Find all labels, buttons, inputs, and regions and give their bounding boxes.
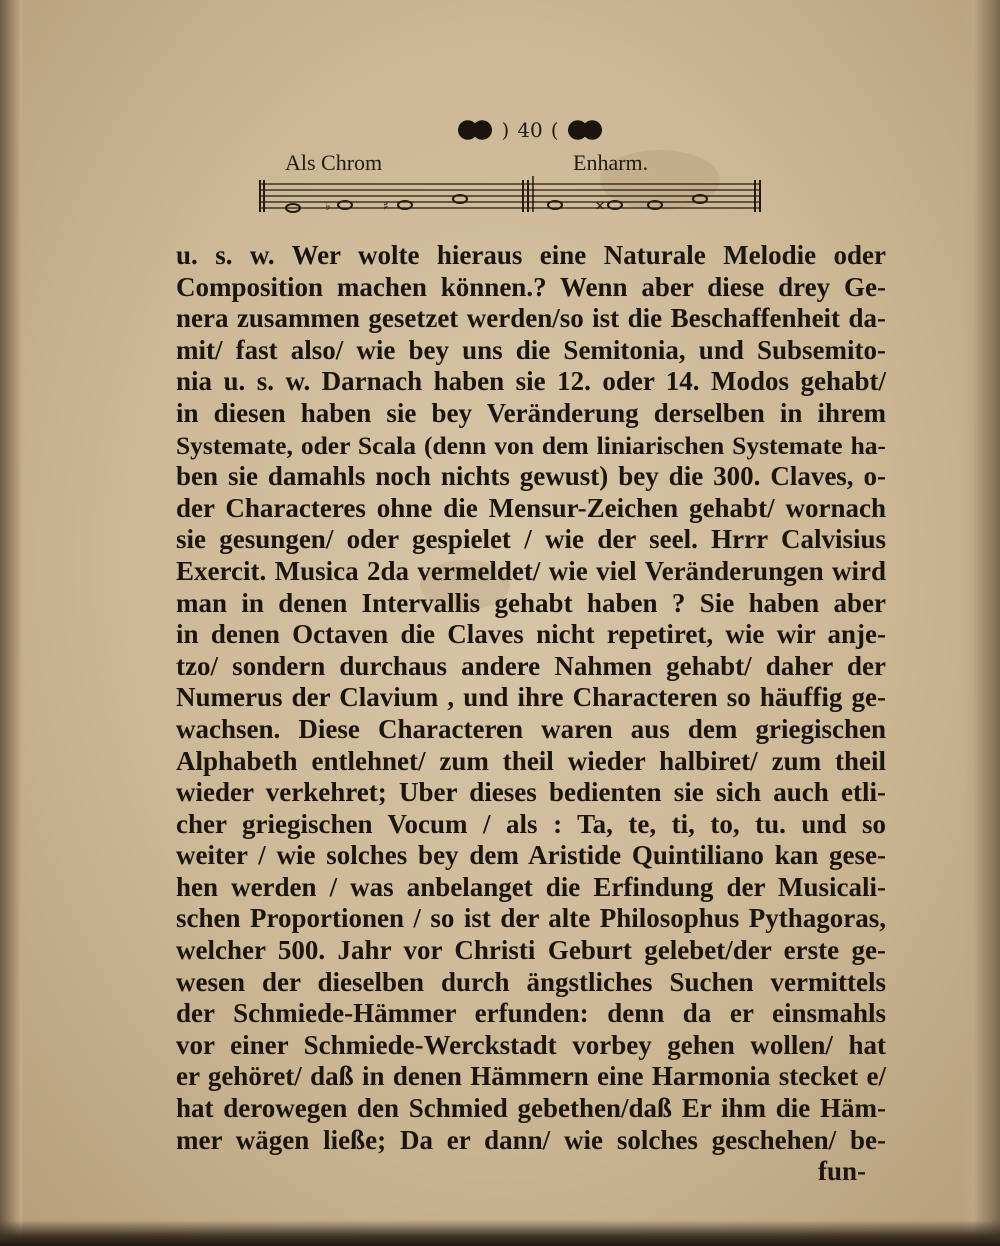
text-line: weiter / wie solches bey dem Aristide Quintiliano kan gese- — [176, 840, 886, 871]
text-line: tzo/ sondern durchaus andere Nahmen gehabt/ daher der — [176, 650, 886, 681]
header-bracket-right: ( — [550, 118, 559, 142]
body-text — [176, 240, 886, 1188]
text-line: Systemate, oder Scala (denn von dem liniarischen Systemate ha- — [176, 430, 886, 460]
text-line: cher griegischen Vocum / als : Ta, te, ti, to, tu. und so — [176, 808, 886, 839]
text-line: wieder verkehret; Uber dieses bedienten sie sich auch etli- — [176, 777, 886, 808]
text-line: nera zusammen gesetzet werden/so ist die Beschaffenheit da- — [176, 303, 886, 334]
svg-text:♯: ♯ — [383, 199, 389, 213]
text-line: in diesen haben sie bey Veränderung derselben in ihrem — [176, 397, 886, 428]
text-line: Alphabeth entlehnet/ zum theil wieder halbiret/ zum theil — [176, 745, 886, 776]
page-bottom-edge — [0, 1220, 1000, 1246]
text-line: sie gesungen/ oder gespielet / wie der seel. Hrrr Calvisius — [176, 524, 886, 555]
text-line: der Schmiede-Hämmer erfunden: denn da er einsmahls — [176, 998, 886, 1029]
header-bracket-left: ) — [501, 118, 510, 142]
music-example — [255, 150, 775, 230]
music-label-chromatic: Als Chrom — [285, 150, 383, 175]
music-staff — [255, 172, 765, 222]
text-line: wesen der dieselben durch ängstliches Suchen vermittels — [176, 966, 886, 997]
text-line: hat derowegen den Schmied gebethen/daß Er ihm die Häm- — [176, 1093, 886, 1124]
svg-text:♭: ♭ — [325, 199, 331, 213]
page-number: 40 — [517, 118, 543, 142]
text-line: Composition machen können.? Wenn aber diese drey Ge- — [176, 271, 886, 302]
music-label-enharmonic: Enharm. — [573, 150, 649, 175]
text-line: wachsen. Diese Characteren waren aus dem griegischen — [176, 713, 886, 744]
svg-text:✕: ✕ — [595, 199, 606, 213]
text-line: Numerus der Clavium , und ihre Characteren so häuffig ge- — [176, 682, 886, 713]
header-ornament-right-icon — [567, 119, 603, 141]
text-line: u. s. w. Wer wolte hieraus eine Naturale Melodie oder — [176, 240, 886, 270]
text-line: vor einer Schmiede-Werckstadt vorbey gehen wollen/ hat — [176, 1029, 886, 1060]
page-header — [380, 112, 680, 148]
text-line: der Characteres ohne die Mensur-Zeichen gehabt/ wornach — [176, 492, 886, 523]
text-line: in denen Octaven die Claves nicht repetiret, wie wir anje- — [176, 619, 886, 650]
text-line: mer wägen ließe; Da er dann/ wie solches geschehen/ be- — [176, 1124, 886, 1155]
text-line: Exercit. Musica 2da vermeldet/ wie viel Veränderungen wird — [176, 555, 886, 586]
text-line: hen werden / was anbelanget die Erfindung der Musicali- — [176, 871, 886, 902]
page-left-edge — [0, 0, 22, 1246]
text-line: welcher 500. Jahr vor Christi Geburt gelebet/der erste ge- — [176, 935, 886, 966]
text-line: man in denen Intervallis gehabt haben ? Sie haben aber — [176, 587, 886, 618]
catchword: fun- — [817, 1156, 866, 1187]
text-line: schen Proportionen / so ist der alte Philosophus Pythagoras, — [176, 903, 886, 934]
text-line: mit/ fast also/ wie bey uns die Semitonia, und Subsemito- — [176, 334, 886, 365]
text-line: er gehöret/ daß in denen Hämmern eine Harmonia stecket e/ — [176, 1061, 886, 1092]
text-line: ben sie damahls noch nichts gewust) bey die 300. Claves, o- — [176, 461, 886, 492]
text-line: nia u. s. w. Darnach haben sie 12. oder 14. Modos gehabt/ — [176, 366, 886, 397]
page-right-edge — [962, 0, 1000, 1246]
header-ornament-left-icon — [457, 119, 493, 141]
